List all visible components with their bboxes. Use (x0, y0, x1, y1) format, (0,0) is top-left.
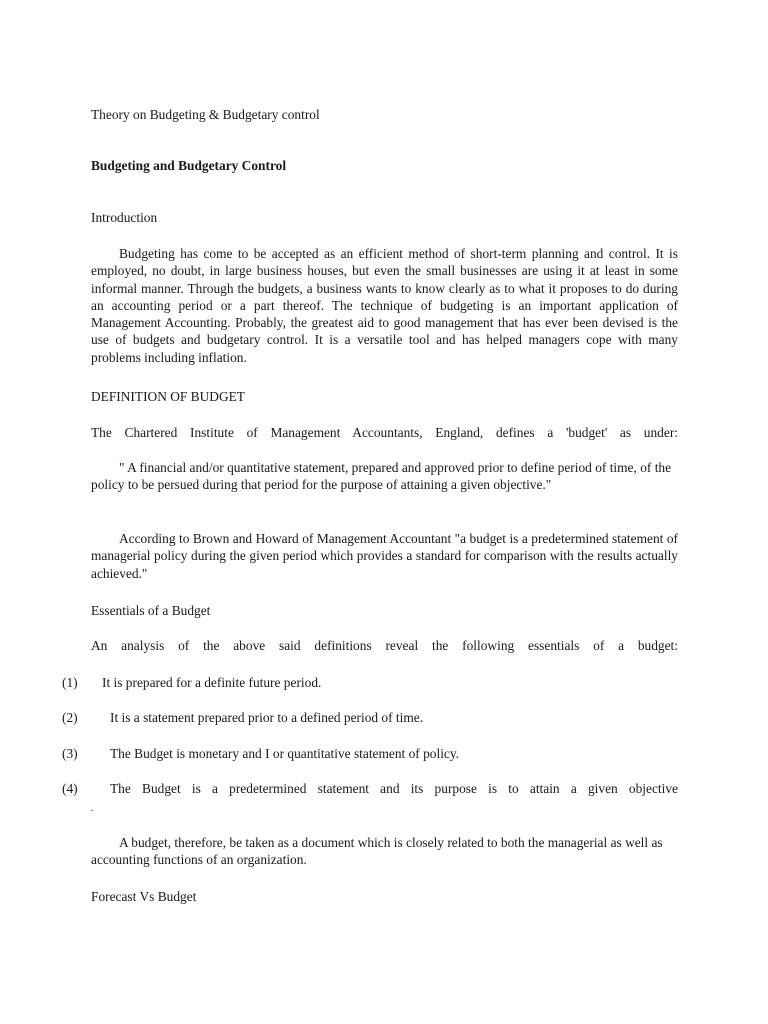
essentials-intro: An analysis of the above said definitions reveal the following essentials of a budget: (91, 638, 678, 653)
list-item (62, 745, 682, 763)
list-item-text: It is prepared for a definite future period. (102, 675, 322, 690)
list-item (62, 780, 682, 798)
header-line: Theory on Budgeting & Budgetary control (91, 107, 320, 122)
definition-heading: DEFINITION OF BUDGET (91, 389, 245, 404)
document-title: Budgeting and Budgetary Control (91, 158, 287, 173)
list-item (62, 709, 682, 727)
list-item-number: (1) (62, 675, 78, 690)
brown-howard-definition: According to Brown and Howard of Management Accountant "a budget is a predetermined statement of managerial policy during the given period which provides a standard for comparison with the results actually achieved." (91, 531, 678, 581)
list-item-text: The Budget is monetary and I or quantitative statement of policy. (110, 746, 460, 761)
trailing-period: . (91, 803, 94, 814)
list-item-text: The Budget is a predetermined statement and its purpose is to attain a given objective (110, 781, 678, 796)
cima-quote: " A financial and/or quantitative statement, prepared and approved prior to define period of time, of the policy to be persued during that period for the purpose of attaining a given objective." (91, 460, 672, 493)
introduction-paragraph: Budgeting has come to be accepted as an efficient method of short-term planning and control. It is employed, no doubt, in large business houses, but even the small businesses are using it at least in some informal manner. Through the budgets, a business wants to know clearly as to what it proposes to do during an accounting period or a part thereof. The technique of budgeting is an important application of Management Accounting. Probably, the greatest aid to good management that has ever been devised is the use of budgets and budgetary control. It is a versatile tool and has helped managers cope with many problems including inflation. (91, 246, 678, 365)
list-item-text: It is a statement prepared prior to a defined period of time. (110, 710, 424, 725)
list-item (62, 674, 682, 692)
conclusion-paragraph: A budget, therefore, be taken as a document which is closely related to both the managerial as well as accounting functions of an organization. (91, 835, 663, 868)
list-item-number: (2) (62, 710, 78, 725)
introduction-heading: Introduction (91, 210, 158, 225)
list-item-number: (3) (62, 746, 78, 761)
list-item-number: (4) (62, 781, 78, 796)
forecast-heading: Forecast Vs Budget (91, 889, 197, 904)
essentials-heading: Essentials of a Budget (91, 603, 211, 618)
cima-intro: The Chartered Institute of Management Accountants, England, defines a 'budget' as under: (91, 425, 678, 440)
